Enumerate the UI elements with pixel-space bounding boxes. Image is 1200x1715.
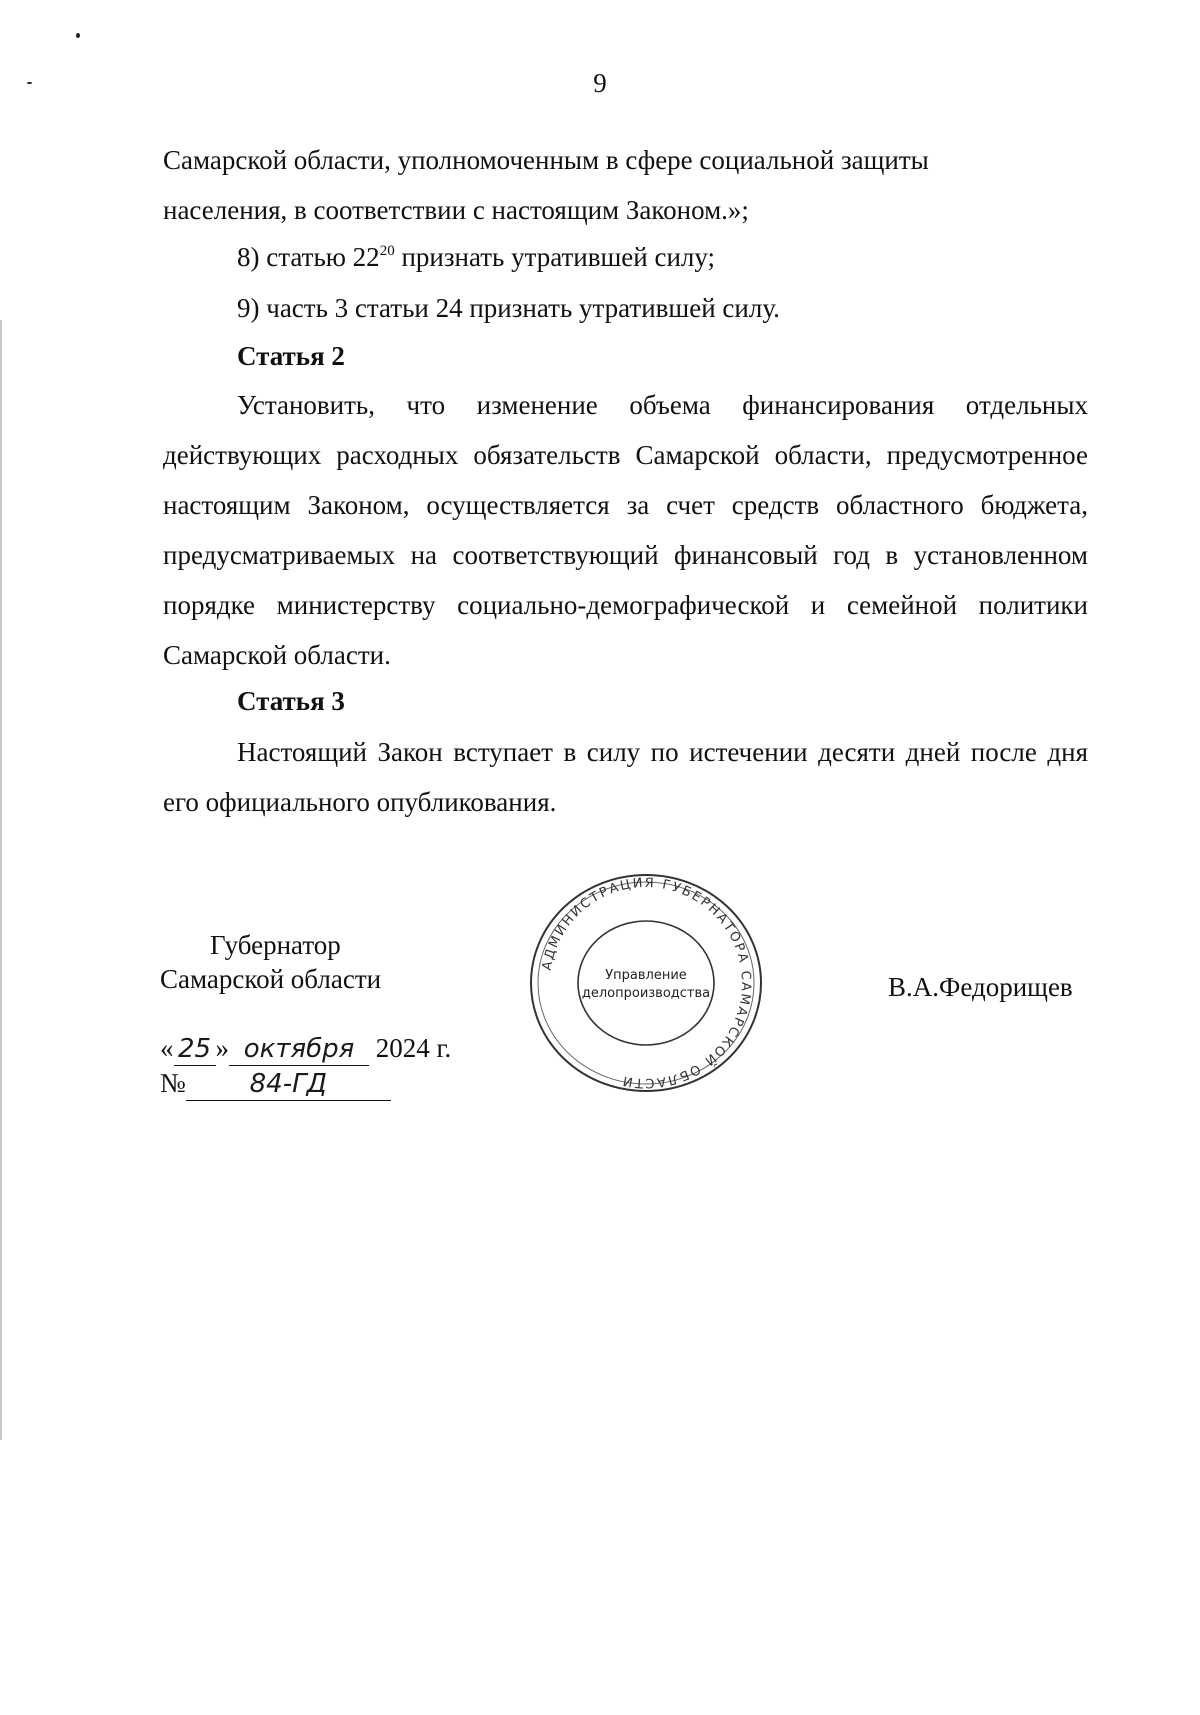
continuation-line-2: населения, в соответствии с настоящим Законом.»; bbox=[163, 195, 749, 225]
scan-speck bbox=[76, 33, 80, 38]
signatory-title-line-1: Губернатор bbox=[210, 930, 341, 960]
list-item-8-superscript: 20 bbox=[379, 243, 395, 259]
list-item-8-suffix: признать утратившей силу; bbox=[394, 242, 716, 272]
date-month-handwritten: октября bbox=[229, 1033, 369, 1066]
law-number bbox=[160, 1068, 391, 1101]
date-open-quote: « bbox=[160, 1033, 174, 1063]
stamp-inner-ring bbox=[578, 921, 714, 1045]
signatory-title-line-2: Самарской области bbox=[160, 964, 382, 994]
date-year: 2024 г. bbox=[369, 1033, 452, 1063]
law-number-handwritten: 84-ГД bbox=[186, 1068, 391, 1101]
official-stamp bbox=[528, 872, 764, 1094]
article-2-heading: Статья 2 bbox=[237, 341, 345, 371]
stamp-inner-line-1: Управление bbox=[605, 968, 687, 983]
stamp-outer-text: АДМИНИСТРАЦИЯ ГУБЕРНАТОРА САМАРСКОЙ ОБЛАСТИ bbox=[539, 875, 754, 1091]
list-item-8 bbox=[237, 232, 715, 282]
page-number: 9 bbox=[593, 68, 607, 98]
stamp-outer-ring bbox=[531, 875, 761, 1091]
list-item-9: 9) часть 3 статьи 24 признать утратившей силу. bbox=[237, 293, 780, 323]
law-number-label: № bbox=[160, 1068, 186, 1098]
stamp-inner-line-2: делопроизводства bbox=[581, 986, 711, 1001]
article-2-text: Установить, что изменение объема финансирования отдельных действующих расходных обязательств Самарской области, предусмотренное настоящим Законом, осуществляется за счет средств областного бюджета, предусматриваемых на соответствующий финансовый год в установленном порядке министерству социально-демографической и семейной политики Самарской области. bbox=[163, 390, 1088, 670]
continuation-line-1: Самарской области, уполномоченным в сфере социальной защиты bbox=[163, 145, 929, 175]
signatory-title bbox=[160, 928, 381, 996]
date-close-quote: » bbox=[215, 1033, 229, 1063]
scan-edge-line bbox=[0, 320, 2, 1440]
article-3-text: Настоящий Закон вступает в силу по истечении десяти дней после дня его официального опубликования. bbox=[163, 737, 1088, 817]
signing-date bbox=[160, 1033, 451, 1066]
list-item-8-prefix: 8) статью 22 bbox=[237, 242, 380, 272]
article-3-heading: Статья 3 bbox=[237, 686, 345, 716]
signatory-name: В.А.Федорищев bbox=[888, 972, 1073, 1002]
date-day-handwritten: 25 bbox=[174, 1033, 216, 1066]
